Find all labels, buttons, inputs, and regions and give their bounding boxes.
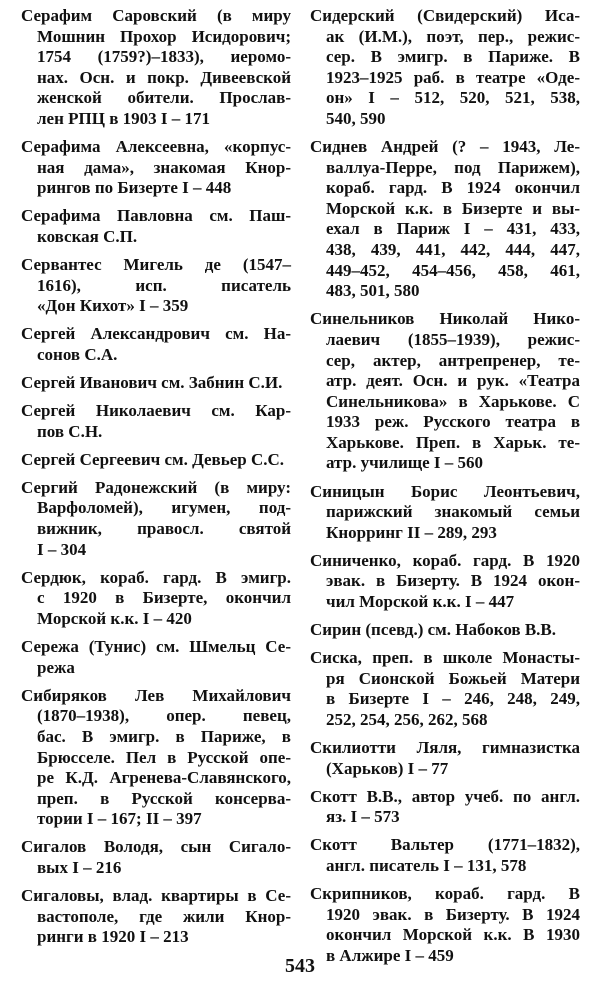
index-entry-line: Синельникова» в Харькове. С [326,391,580,411]
index-entry-line: атр. училище I – 560 [326,453,484,473]
index-column-left [21,6,291,955]
index-entry-line: Мошнин Прохор Исидорович; [37,26,291,46]
index-entry-line: Сергей Сергеевич см. Девьер С.С. [21,449,285,469]
index-entry-line: он» I – 512, 520, 521, 538, [326,88,580,108]
index-entry-line: Сибиряков Лев Михайлович [21,685,291,705]
index-entry-line: 1920 эвак. в Бизерту. В 1924 [326,904,580,924]
index-entry-line: Сердюк, кораб. гард. В эмигр. [21,567,291,587]
index-entry [21,324,291,365]
index-entry-line: Сигаловы, влад. квартиры в Се- [21,886,291,906]
index-entry [310,648,580,730]
index-entry [310,551,580,613]
index-entry-line: лен РПЦ в 1903 I – 171 [37,108,211,128]
index-entry-line: режа [37,657,75,677]
index-entry-line: ак (И.М.), поэт, пер., режис- [326,26,580,46]
index-entry-line: Сирин (псевд.) см. Набоков В.В. [310,620,557,640]
index-entry-line: ная дама», знакомая Кнор- [37,157,291,177]
index-entry-line: «Дон Кихот» I – 359 [37,296,189,316]
index-entry-line: 449–452, 454–456, 458, 461, [326,260,580,280]
index-entry-line: Морской к.к. I – 420 [37,608,192,628]
index-entry [310,620,580,641]
index-entry-line: в Бизерте I – 246, 248, 249, [326,689,580,709]
index-entry-line: вых I – 216 [37,857,122,877]
index-entry [21,886,291,948]
index-entry-line: эвак. в Бизерту. В 1924 окон- [326,571,580,591]
index-entry-line: Скилиотти Ляля, гимназистка [310,738,580,758]
index-entry-line: 1754 (1759?)–1833), иеромо- [37,47,291,67]
index-entry-line: Брюсселе. Пел в Русской опе- [37,747,291,767]
index-entry-line: Скотт Вальтер (1771–1832), [310,835,580,855]
index-entry-line: Харькове. Преп. в Харьк. те- [326,432,580,452]
index-entry-line: Сергий Радонежский (в миру: [21,477,291,497]
index-entry-line: кораб. гард. В 1924 окончил [326,178,580,198]
index-entry [21,373,291,394]
index-entry-line: Серафим Саровский (в миру [21,6,291,25]
index-column-right [310,6,580,974]
index-entry-line: ринги в 1920 I – 213 [37,927,189,947]
index-entry [310,6,580,130]
index-entry-line: ехал в Париж I – 431, 433, [326,219,580,239]
index-entry-line: (Харьков) I – 77 [326,758,449,778]
index-entry [21,837,291,878]
index-entry [21,137,291,199]
index-entry-line: Сидерский (Свидерский) Иса- [310,6,580,25]
index-entry-line: 1933 реж. Русского театра в [326,412,580,432]
index-entry-line: Синицын Борис Леонтьевич, [310,481,580,501]
index-entry-line: Синиченко, кораб. гард. В 1920 [310,550,580,570]
index-entry [310,787,580,828]
index-entry-line: сонов С.А. [37,344,118,364]
index-entry-line: Кнорринг II – 289, 293 [326,522,497,542]
index-entry-line: англ. писатель I – 131, 578 [326,856,527,876]
index-entry-line: лаевич (1855–1939), режис- [326,329,580,349]
index-entry-line: атр. деят. Осн. и рук. «Театра [326,371,580,391]
index-entry [21,206,291,247]
index-entry-line: ковская С.П. [37,226,138,246]
index-entry-line: Скотт В.В., автор учеб. по англ. [310,786,580,806]
index-entry-line: 1616), исп. писатель [37,275,291,295]
index-entry [21,401,291,442]
index-entry-line: пов С.Н. [37,421,103,441]
index-entry [21,686,291,830]
index-entry-line: Сергей Николаевич см. Кар- [21,401,291,421]
index-entry-line: ря Сионской Божьей Матери [326,668,580,688]
index-entry-line: нах. Осн. и покр. Дивеевской [37,67,291,87]
index-entry [21,478,291,560]
index-entry-line: с 1920 в Бизерте, окончил [37,588,291,608]
index-entry [310,137,580,302]
index-entry-line: 252, 254, 256, 262, 568 [326,710,488,729]
index-entry-line: ре К.Д. Агренева-Славянского, [37,768,291,788]
index-entry-line: сер, актер, антрепренер, те- [326,350,580,370]
index-entry-line: рингов по Бизерте I – 448 [37,178,232,198]
index-entry [310,738,580,779]
index-entry-line: Сигалов Володя, сын Сигало- [21,837,291,857]
index-entry-line: тории I – 167; II – 397 [37,809,202,829]
index-entry-line: преп. в Русской консерва- [37,788,291,808]
index-entry-line: Сиднев Андрей (? – 1943, Ле- [310,137,580,157]
index-entry-line: Сиска, преп. в школе Монасты- [310,648,580,668]
index-entry-line: чил Морской к.к. I – 447 [326,592,515,612]
index-entry-line: бас. В эмигр. в Париже, в [37,726,291,746]
index-entry [310,482,580,544]
index-entry-line: 1923–1925 раб. в театре «Оде- [326,67,580,87]
index-entry-line: женской обители. Прослав- [37,88,291,108]
index-entry-line: Морской к.к. в Бизерте и вы- [326,198,580,218]
index-entry-line: Скрипников, кораб. гард. В [310,884,580,904]
index-entry-line: яз. I – 573 [326,807,400,827]
index-entry-line: сер. В эмигр. в Париже. В [326,47,580,67]
index-entry-line: Серафима Алексеевна, «корпус- [21,137,291,157]
index-entry [310,835,580,876]
index-entry-line: 540, 590 [326,108,386,128]
index-entry-line: в Алжире I – 459 [326,945,454,965]
index-entry-line: Сергей Иванович см. Забнин С.И. [21,373,283,392]
index-entry [21,255,291,317]
index-entry-line: валлуа-Перре, под Парижем), [326,157,580,177]
index-entry [21,450,291,471]
index-entry-line: 483, 501, 580 [326,281,420,301]
index-entry-line: (1870–1938), опер. певец, [37,706,291,726]
index-entry-line: парижский знакомый семьи [326,502,580,522]
index-entry-line: вастополе, где жили Кнор- [37,906,291,926]
index-entry-line: I – 304 [37,539,87,559]
index-entry-line: Сережа (Тунис) см. Шмельц Се- [21,637,291,657]
index-entry-line: окончил Морской к.к. В 1930 [326,925,580,945]
index-entry-line: вижник, правосл. святой [37,519,291,539]
page-number: 543 [285,955,315,977]
index-entry-line: Сергей Александрович см. На- [21,324,291,344]
index-entry-line: Синельников Николай Нико- [310,309,580,329]
index-entry-line: Варфоломей), игумен, под- [37,498,291,518]
index-entry [21,568,291,630]
index-entry [21,637,291,678]
index-entry [21,6,291,130]
index-entry-line: Серафима Павловна см. Паш- [21,206,291,226]
index-entry-line: 438, 439, 441, 442, 444, 447, [326,240,580,260]
index-entry [310,309,580,474]
index-entry-line: Сервантес Мигель де (1547– [21,255,291,275]
